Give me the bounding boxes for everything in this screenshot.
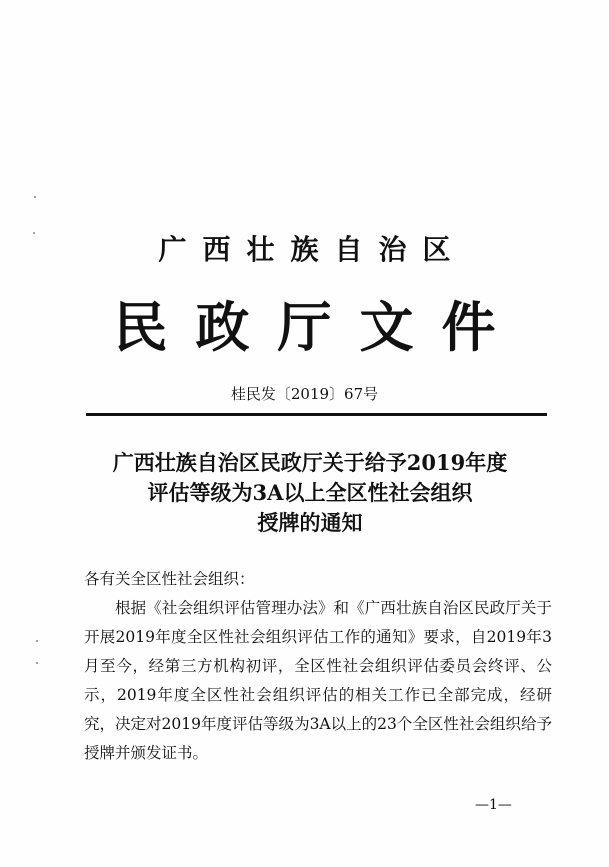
scan-speck: [36, 662, 38, 664]
scan-speck: [34, 196, 36, 198]
notice-title-line-2: 评估等级为3A以上全区性社会组织: [147, 480, 473, 505]
notice-title: [60, 448, 560, 538]
notice-body: [84, 565, 552, 768]
header-divider-line: [86, 413, 547, 416]
body-paragraph: 根据《社会组织评估管理办法》和《广西壮族自治区民政厅关于开展2019年度全区性社会组织评估工作的通知》要求，自2019年3月至今，经第三方机构初评，全区性社会组织评估委员会终评、公示，2019年度全区性社会组织评估的相关工作已全部完成，经研究，决定对2019年度评估等级为3A以上的23个全区性社会组织给予授牌并颁发证书。: [84, 599, 552, 762]
document-header-title: 民政厅文件: [113, 295, 524, 359]
page-number: —1—: [475, 797, 512, 813]
notice-title-line-3: 授牌的通知: [257, 510, 363, 535]
scan-speck: [36, 640, 38, 642]
issuing-organization: 广西壮族自治区: [158, 233, 467, 266]
document-number: 桂民发〔2019〕67号: [230, 385, 379, 403]
notice-title-line-1: 广西壮族自治区民政厅关于给予2019年度: [112, 450, 508, 475]
salutation: 各有关全区性社会组织：: [84, 570, 255, 588]
